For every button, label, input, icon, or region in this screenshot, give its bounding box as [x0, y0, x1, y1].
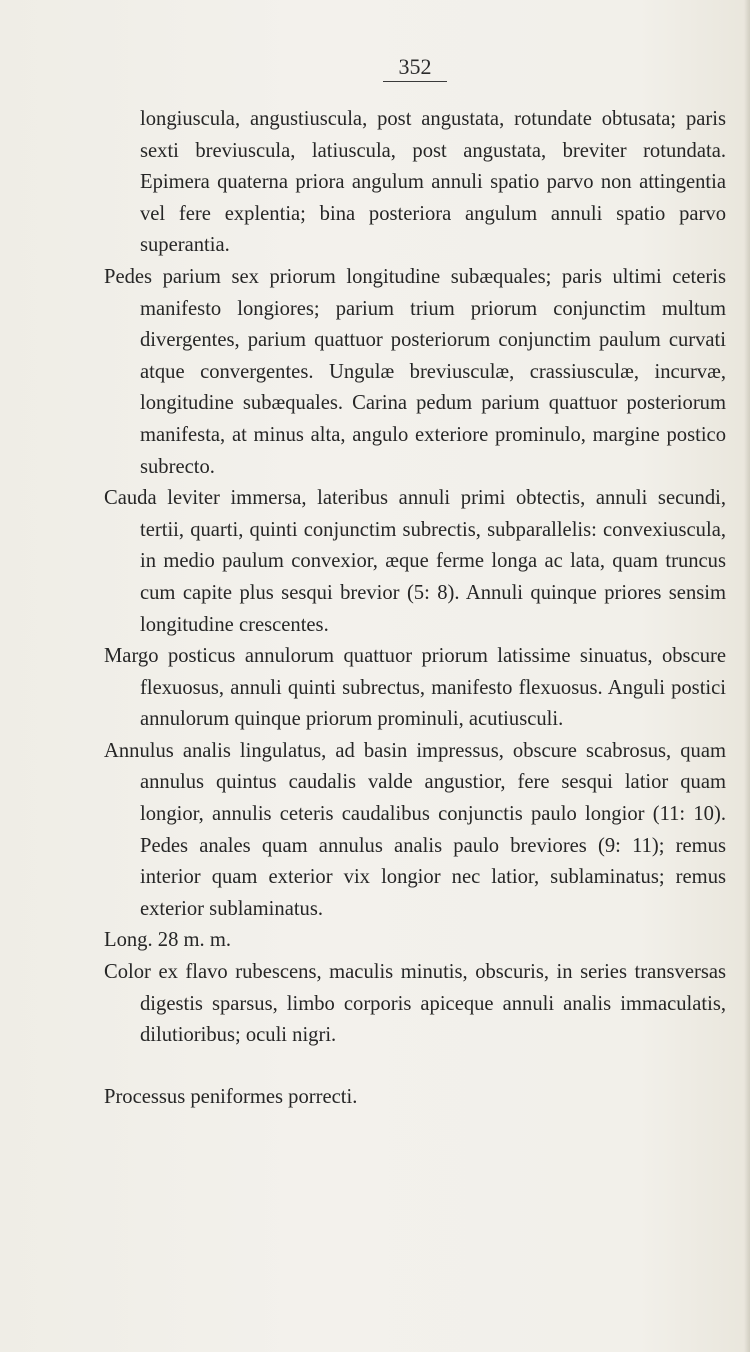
paragraph-continuation: longiuscula, angustiuscula, post angustata, rotundate obtusata; paris sexti breviuscula, latiuscula, post angustata, breviter rotundata. Epimera quaterna priora angulum annuli spatio parvo non attingentia vel fere explentia; bina posteriora angulum annuli spatio parvo superantia. — [140, 108, 726, 257]
paragraph-margo: Margo posticus annulorum quattuor priorum latissime sinuatus, obscure flexuosus, annuli quinti subrectus, manifesto flexuosus. Anguli postici annulorum quinque priorum prominuli, acutiusculi. — [104, 645, 726, 731]
paragraph-long: Long. 28 m. m. — [104, 929, 231, 952]
paragraph-cauda: Cauda leviter immersa, lateribus annuli primi obtectis, annuli secundi, tertii, quarti, quinti conjunctim subrectis, subparallelis: convexiuscula, in medio paulum convexior, æque ferme longa ac lata, quam truncus cum capite plus sesqui brevior (5: 8). Annuli quinque priores sensim longitudine crescentes. — [104, 487, 726, 636]
paragraph-processus: Processus peniformes porrecti. — [104, 1085, 358, 1108]
body-text — [104, 104, 726, 1113]
page-edge-shadow — [744, 0, 750, 1352]
paragraph-color: Color ex flavo rubescens, maculis minutis, obscuris, in series transversas digestis sparsus, limbo corporis apiceque annuli analis immaculatis, dilutioribus; oculi nigri. — [104, 961, 726, 1047]
paragraph-pedes: Pedes parium sex priorum longitudine subæquales; paris ultimi ceteris manifesto longiores; parium trium priorum conjunctim multum divergentes, parium quattuor posteriorum conjunctim paulum curvati atque convergentes. Ungulæ breviusculæ, crassiusculæ, incurvæ, longitudine subæquales. Carina pedum parium quattuor posteriorum manifesta, at minus alta, angulo exteriore prominulo, margine postico subrecto. — [104, 265, 726, 478]
paragraph-annulus-analis: Annulus analis lingulatus, ad basin impressus, obscure scabrosus, quam annulus quintus caudalis valde angustior, fere sesqui latior quam longior, annulis ceteris caudalibus conjunctis paulo longior (11: 10). Pedes anales quam annulus analis paulo breviores (9: 11); remus interior quam exterior vix longior nec latior, sublaminatus; remus exterior sublaminatus. — [104, 739, 726, 920]
page-number: 352 — [383, 54, 447, 82]
